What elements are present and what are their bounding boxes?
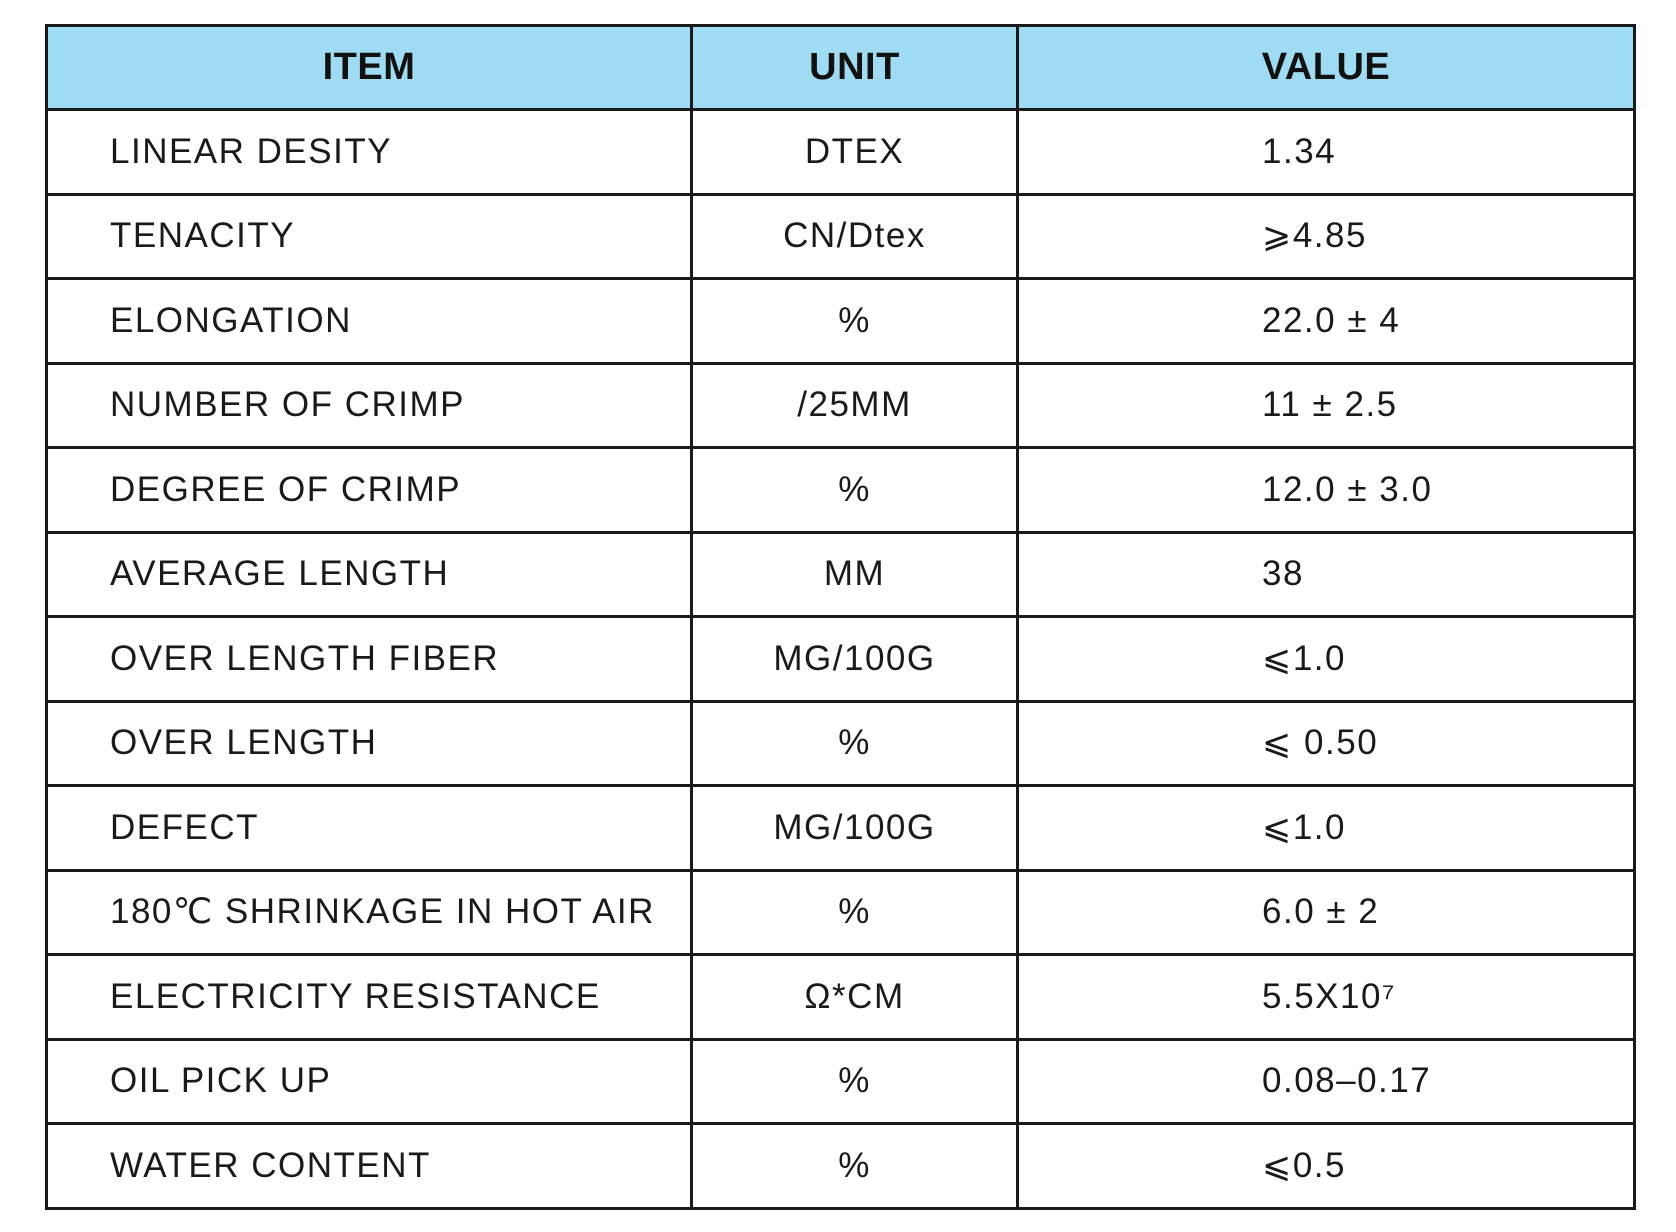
item-cell: DEFECT bbox=[47, 786, 692, 871]
item-cell: ELECTRICITY RESISTANCE bbox=[47, 955, 692, 1040]
unit-cell: % bbox=[692, 279, 1018, 364]
unit-cell: Ω*CM bbox=[692, 955, 1018, 1040]
header-unit: UNIT bbox=[692, 26, 1018, 110]
table-row bbox=[47, 701, 1635, 786]
item-cell: WATER CONTENT bbox=[47, 1124, 692, 1209]
item-cell: TENACITY bbox=[47, 194, 692, 279]
fiber-spec-table bbox=[45, 24, 1636, 1210]
item-cell: OVER LENGTH FIBER bbox=[47, 617, 692, 702]
item-cell: ELONGATION bbox=[47, 279, 692, 364]
header-item: ITEM bbox=[47, 26, 692, 110]
table-row bbox=[47, 448, 1635, 533]
value-cell: ⩽1.0 bbox=[1018, 617, 1635, 702]
value-cell: ⩽ 0.50 bbox=[1018, 701, 1635, 786]
value-cell: 1.34 bbox=[1018, 110, 1635, 195]
item-cell: LINEAR DESITY bbox=[47, 110, 692, 195]
table-row bbox=[47, 870, 1635, 955]
value-cell: ⩾4.85 bbox=[1018, 194, 1635, 279]
unit-cell: CN/Dtex bbox=[692, 194, 1018, 279]
header-value: VALUE bbox=[1018, 26, 1635, 110]
unit-cell: MG/100G bbox=[692, 617, 1018, 702]
unit-cell: % bbox=[692, 870, 1018, 955]
value-cell: 0.08–0.17 bbox=[1018, 1039, 1635, 1124]
table-body bbox=[47, 110, 1635, 1209]
unit-cell: /25MM bbox=[692, 363, 1018, 448]
value-cell: 38 bbox=[1018, 532, 1635, 617]
value-cell: 11 ± 2.5 bbox=[1018, 363, 1635, 448]
table-row bbox=[47, 786, 1635, 871]
table-row bbox=[47, 363, 1635, 448]
item-cell: AVERAGE LENGTH bbox=[47, 532, 692, 617]
item-cell: NUMBER OF CRIMP bbox=[47, 363, 692, 448]
table-row bbox=[47, 617, 1635, 702]
unit-cell: % bbox=[692, 448, 1018, 533]
table-header bbox=[47, 26, 1635, 110]
header-row bbox=[47, 26, 1635, 110]
value-cell: 5.5X10⁷ bbox=[1018, 955, 1635, 1040]
table-row bbox=[47, 955, 1635, 1040]
item-cell: DEGREE OF CRIMP bbox=[47, 448, 692, 533]
table-row bbox=[47, 1039, 1635, 1124]
value-cell: 12.0 ± 3.0 bbox=[1018, 448, 1635, 533]
value-cell: ⩽1.0 bbox=[1018, 786, 1635, 871]
unit-cell: % bbox=[692, 701, 1018, 786]
unit-cell: % bbox=[692, 1039, 1018, 1124]
item-cell: 180℃ SHRINKAGE IN HOT AIR bbox=[47, 870, 692, 955]
unit-cell: DTEX bbox=[692, 110, 1018, 195]
unit-cell: % bbox=[692, 1124, 1018, 1209]
unit-cell: MG/100G bbox=[692, 786, 1018, 871]
item-cell: OVER LENGTH bbox=[47, 701, 692, 786]
table-row bbox=[47, 532, 1635, 617]
value-cell: 6.0 ± 2 bbox=[1018, 870, 1635, 955]
unit-cell: MM bbox=[692, 532, 1018, 617]
value-cell: ⩽0.5 bbox=[1018, 1124, 1635, 1209]
table-row bbox=[47, 1124, 1635, 1209]
item-cell: OIL PICK UP bbox=[47, 1039, 692, 1124]
value-cell: 22.0 ± 4 bbox=[1018, 279, 1635, 364]
table-row bbox=[47, 194, 1635, 279]
table-row bbox=[47, 110, 1635, 195]
table-row bbox=[47, 279, 1635, 364]
